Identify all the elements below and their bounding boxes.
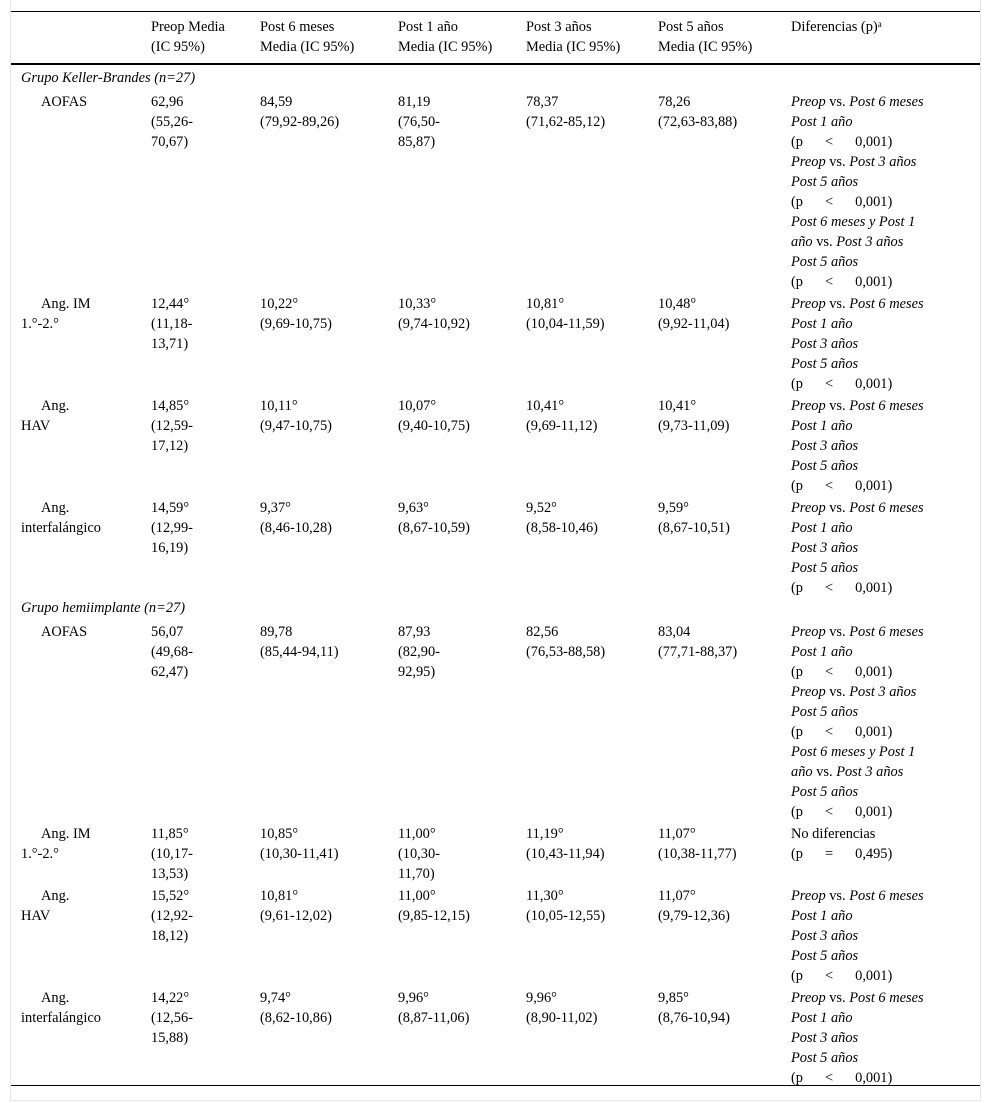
header-text: Post 1 año <box>398 19 458 35</box>
cell-line: (8,90-11,02) <box>526 1010 598 1026</box>
table-row <box>11 617 980 819</box>
cell-line: 84,59 <box>260 94 293 110</box>
table-row <box>11 493 980 595</box>
cell-line: (8,58-10,46) <box>526 520 598 536</box>
cell-5y <box>658 396 729 436</box>
results-table <box>11 11 980 1086</box>
cell-3y <box>526 622 605 662</box>
diff-line: (p < 0,001) <box>791 968 893 984</box>
cell-line: 14,85° <box>151 398 190 414</box>
diff-line: Post 3 años <box>791 438 859 454</box>
cell-line: 9,52° <box>526 500 557 516</box>
header-1y <box>398 17 492 57</box>
diff-line: Post 5 años <box>791 254 859 270</box>
cell-1y <box>398 498 470 538</box>
diff-line: Post 3 años <box>791 928 859 944</box>
cell-1y <box>398 622 440 682</box>
diff-line: año vs. Post 3 años <box>791 234 904 250</box>
diff-line: (p < 0,001) <box>791 274 893 290</box>
cell-6m <box>260 92 339 132</box>
diff-line: (p < 0,001) <box>791 134 893 150</box>
cell-line: 11,00° <box>398 888 436 904</box>
cell-6m <box>260 622 339 662</box>
cell-line: (9,40-10,75) <box>398 418 470 434</box>
cell-line: 11,19° <box>526 826 564 842</box>
cell-line: 62,96 <box>151 94 184 110</box>
cell-differences <box>791 886 924 986</box>
diff-line: Post 3 años <box>791 336 859 352</box>
group-title-text: Grupo hemiimplante (n = 27) <box>21 600 186 616</box>
cell-line: 89,78 <box>260 624 293 640</box>
cell-3y <box>526 824 605 864</box>
cell-3y <box>526 988 597 1028</box>
diff-line: No diferencias <box>791 826 876 842</box>
row-label <box>21 988 141 1028</box>
cell-line: 82,56 <box>526 624 559 640</box>
table-row <box>11 289 980 391</box>
cell-line: (76,50- <box>398 114 440 130</box>
header-differences <box>791 17 882 37</box>
cell-1y <box>398 824 440 884</box>
cell-5y <box>658 92 737 132</box>
cell-6m <box>260 498 332 538</box>
diff-line: Preop vs. Post 6 meses <box>791 990 924 1006</box>
header-text: Media (IC 95%) <box>260 39 355 55</box>
group-title-text: Grupo Keller-Brandes (n = 27) <box>21 70 196 86</box>
cell-line: 10,07° <box>398 398 437 414</box>
cell-line: 10,81° <box>260 888 299 904</box>
cell-3y <box>526 294 605 334</box>
cell-line: 11,00° <box>398 826 436 842</box>
cell-5y <box>658 824 737 864</box>
cell-differences <box>791 824 892 864</box>
diff-line: (p < 0,001) <box>791 804 893 820</box>
table-row <box>11 881 980 983</box>
diff-line: Post 3 años <box>791 1030 859 1046</box>
cell-line: (8,76-10,94) <box>658 1010 730 1026</box>
table-row <box>11 819 980 881</box>
cell-line: (10,04-11,59) <box>526 316 605 332</box>
cell-preop <box>151 988 193 1048</box>
row-label-line: Ang. IM <box>41 826 91 842</box>
cell-line: 11,30° <box>526 888 564 904</box>
diff-line: Post 5 años <box>791 174 859 190</box>
cell-line: 70,67) <box>151 134 189 150</box>
diff-line: Post 5 años <box>791 356 859 372</box>
cell-line: 92,95) <box>398 664 436 680</box>
row-label <box>21 396 141 436</box>
cell-3y <box>526 886 605 926</box>
row-label-line: interfalángico <box>21 1010 101 1026</box>
cell-line: 78,37 <box>526 94 559 110</box>
table-row <box>11 983 980 1085</box>
row-label-line: AOFAS <box>41 94 88 110</box>
cell-line: 87,93 <box>398 624 431 640</box>
row-label-line: Ang. <box>41 990 70 1006</box>
row-label-line: 1.°-2.° <box>21 316 59 332</box>
diff-line: Post 1 año <box>791 1010 853 1026</box>
diff-line: Post 5 años <box>791 704 859 720</box>
diff-line: año vs. Post 3 años <box>791 764 904 780</box>
cell-line: (9,92-11,04) <box>658 316 730 332</box>
cell-5y <box>658 294 729 334</box>
cell-line: (10,43-11,94) <box>526 846 605 862</box>
cell-1y <box>398 92 440 152</box>
diff-line: (p < 0,001) <box>791 664 893 680</box>
cell-differences <box>791 498 924 598</box>
diff-line: (p < 0,001) <box>791 580 893 596</box>
diff-line: Post 5 años <box>791 784 859 800</box>
diff-line: (p < 0,001) <box>791 1070 893 1086</box>
cell-line: 78,26 <box>658 94 691 110</box>
row-label-line: HAV <box>21 908 51 924</box>
header-text: Preop Media <box>151 19 225 35</box>
cell-line: 11,07° <box>658 826 696 842</box>
cell-preop <box>151 294 192 354</box>
cell-differences <box>791 396 924 496</box>
cell-line: (12,59- <box>151 418 193 434</box>
cell-1y <box>398 396 470 436</box>
cell-line: 9,96° <box>526 990 557 1006</box>
cell-line: 56,07 <box>151 624 184 640</box>
cell-line: 9,37° <box>260 500 291 516</box>
diff-line: Post 1 año <box>791 644 853 660</box>
cell-line: 10,85° <box>260 826 299 842</box>
cell-line: (76,53-88,58) <box>526 644 606 660</box>
cell-line: (72,63-83,88) <box>658 114 738 130</box>
diff-line: Post 5 años <box>791 458 859 474</box>
row-label-line: 1.°-2.° <box>21 846 59 862</box>
row-label-line: HAV <box>21 418 51 434</box>
cell-line: 13,53) <box>151 866 189 882</box>
diff-line: Preop vs. Post 3 años <box>791 154 917 170</box>
cell-preop <box>151 92 193 152</box>
cell-line: 13,71) <box>151 336 189 352</box>
cell-5y <box>658 498 730 538</box>
cell-line: (12,56- <box>151 1010 193 1026</box>
cell-line: 9,85° <box>658 990 689 1006</box>
header-text: Post 6 meses <box>260 19 335 35</box>
group-title <box>11 595 980 617</box>
cell-line: 10,48° <box>658 296 697 312</box>
cell-line: (79,92-89,26) <box>260 114 340 130</box>
header-text: Post 3 años <box>526 19 592 35</box>
cell-line: (9,69-10,75) <box>260 316 332 332</box>
cell-3y <box>526 498 598 538</box>
header-text: Media (IC 95%) <box>398 39 493 55</box>
cell-line: (49,68- <box>151 644 193 660</box>
cell-1y <box>398 886 470 926</box>
cell-line: 15,88) <box>151 1030 189 1046</box>
cell-6m <box>260 886 332 926</box>
cell-line: (11,18- <box>151 316 193 332</box>
diff-line: (p < 0,001) <box>791 376 893 392</box>
cell-line: (8,62-10,86) <box>260 1010 332 1026</box>
cell-line: (10,30-11,41) <box>260 846 339 862</box>
diff-line: Preop vs. Post 6 meses <box>791 398 924 414</box>
cell-line: (8,46-10,28) <box>260 520 332 536</box>
table-body <box>11 65 980 1085</box>
row-label-line: interfalángico <box>21 520 101 536</box>
cell-line: 10,81° <box>526 296 565 312</box>
cell-line: 11,85° <box>151 826 189 842</box>
diff-line: (p = 0,495) <box>791 846 893 862</box>
cell-line: (9,85-12,15) <box>398 908 470 924</box>
diff-line: Post 6 meses y Post 1 <box>791 744 916 760</box>
header-text: Diferencias (p) <box>791 19 878 35</box>
cell-3y <box>526 92 605 132</box>
cell-1y <box>398 988 469 1028</box>
diff-line: Post 1 año <box>791 418 853 434</box>
diff-line: Preop vs. Post 3 años <box>791 684 917 700</box>
cell-line: 9,59° <box>658 500 689 516</box>
cell-line: (10,30- <box>398 846 440 862</box>
cell-line: (10,05-12,55) <box>526 908 606 924</box>
cell-line: 12,44° <box>151 296 190 312</box>
row-label-line: Ang. <box>41 398 70 414</box>
header-text: Media (IC 95%) <box>658 39 753 55</box>
cell-preop <box>151 824 193 884</box>
row-label <box>21 294 141 334</box>
cell-6m <box>260 396 332 436</box>
diff-line: Post 3 años <box>791 540 859 556</box>
cell-line: (9,61-12,02) <box>260 908 332 924</box>
table-row <box>11 87 980 289</box>
diff-line: Preop vs. Post 6 meses <box>791 500 924 516</box>
diff-line: Post 6 meses y Post 1 <box>791 214 916 230</box>
diff-line: (p < 0,001) <box>791 724 893 740</box>
diff-line: (p < 0,001) <box>791 194 893 210</box>
diff-line: Post 1 año <box>791 114 853 130</box>
cell-preop <box>151 622 193 682</box>
cell-6m <box>260 294 332 334</box>
cell-line: 10,11° <box>260 398 298 414</box>
cell-line: 11,07° <box>658 888 696 904</box>
table-header <box>11 12 980 65</box>
cell-differences <box>791 294 924 394</box>
cell-line: 10,41° <box>526 398 565 414</box>
diff-line: Post 1 año <box>791 908 853 924</box>
cell-line: (9,74-10,92) <box>398 316 470 332</box>
cell-preop <box>151 498 193 558</box>
row-label <box>21 622 141 642</box>
cell-preop <box>151 396 193 456</box>
cell-line: (9,73-11,09) <box>658 418 730 434</box>
header-text: (IC 95%) <box>151 39 205 55</box>
row-label-line: AOFAS <box>41 624 88 640</box>
cell-6m <box>260 988 332 1028</box>
cell-line: (9,47-10,75) <box>260 418 332 434</box>
cell-line: (12,99- <box>151 520 193 536</box>
cell-3y <box>526 396 597 436</box>
cell-differences <box>791 92 924 292</box>
header-preop <box>151 17 225 57</box>
header-text: Media (IC 95%) <box>526 39 621 55</box>
cell-line: 14,59° <box>151 500 190 516</box>
diff-line: Post 5 años <box>791 1050 859 1066</box>
cell-line: 11,70) <box>398 866 435 882</box>
cell-line: 17,12) <box>151 438 189 454</box>
diff-line: Preop vs. Post 6 meses <box>791 624 924 640</box>
cell-line: 18,12) <box>151 928 189 944</box>
cell-line: 9,63° <box>398 500 429 516</box>
header-3y <box>526 17 620 57</box>
cell-differences <box>791 622 924 822</box>
cell-line: 15,52° <box>151 888 190 904</box>
row-label-line: Ang. <box>41 500 70 516</box>
cell-line: 62,47) <box>151 664 189 680</box>
cell-line: (82,90- <box>398 644 440 660</box>
cell-line: (8,67-10,59) <box>398 520 470 536</box>
diff-line: Post 1 año <box>791 316 853 332</box>
cell-line: 16,19) <box>151 540 189 556</box>
cell-line: (9,69-11,12) <box>526 418 598 434</box>
table-row <box>11 391 980 493</box>
cell-line: 10,41° <box>658 398 697 414</box>
header-5y <box>658 17 752 57</box>
cell-line: (55,26- <box>151 114 193 130</box>
cell-line: (10,38-11,77) <box>658 846 737 862</box>
diff-line: Post 5 años <box>791 948 859 964</box>
row-label <box>21 824 141 864</box>
cell-line: 10,33° <box>398 296 437 312</box>
diff-line: Post 5 años <box>791 560 859 576</box>
cell-line: (12,92- <box>151 908 193 924</box>
diff-line: (p < 0,001) <box>791 478 893 494</box>
row-label-line: Ang. <box>41 888 70 904</box>
cell-line: (8,87-11,06) <box>398 1010 470 1026</box>
diff-line: Preop vs. Post 6 meses <box>791 94 924 110</box>
row-label-line: Ang. IM <box>41 296 91 312</box>
cell-line: 81,19 <box>398 94 431 110</box>
cell-line: 83,04 <box>658 624 691 640</box>
diff-line: Post 1 año <box>791 520 853 536</box>
cell-1y <box>398 294 470 334</box>
cell-line: (71,62-85,12) <box>526 114 606 130</box>
cell-differences <box>791 988 924 1088</box>
cell-5y <box>658 988 730 1028</box>
header-text: Post 5 años <box>658 19 724 35</box>
cell-line: 85,87) <box>398 134 436 150</box>
cell-5y <box>658 886 730 926</box>
row-label <box>21 498 141 538</box>
row-label <box>21 92 141 112</box>
header-6m <box>260 17 354 57</box>
cell-line: (8,67-10,51) <box>658 520 730 536</box>
diff-line: Preop vs. Post 6 meses <box>791 296 924 312</box>
cell-preop <box>151 886 193 946</box>
footnote-marker: a <box>877 19 882 29</box>
cell-5y <box>658 622 737 662</box>
cell-line: (10,17- <box>151 846 193 862</box>
cell-line: (85,44-94,11) <box>260 644 339 660</box>
cell-line: (9,79-12,36) <box>658 908 730 924</box>
row-label <box>21 886 141 926</box>
group-title <box>11 65 980 87</box>
cell-line: 10,22° <box>260 296 299 312</box>
cell-6m <box>260 824 339 864</box>
cell-line: (77,71-88,37) <box>658 644 738 660</box>
diff-line: Preop vs. Post 6 meses <box>791 888 924 904</box>
cell-line: 9,96° <box>398 990 429 1006</box>
cell-line: 14,22° <box>151 990 190 1006</box>
cell-line: 9,74° <box>260 990 291 1006</box>
